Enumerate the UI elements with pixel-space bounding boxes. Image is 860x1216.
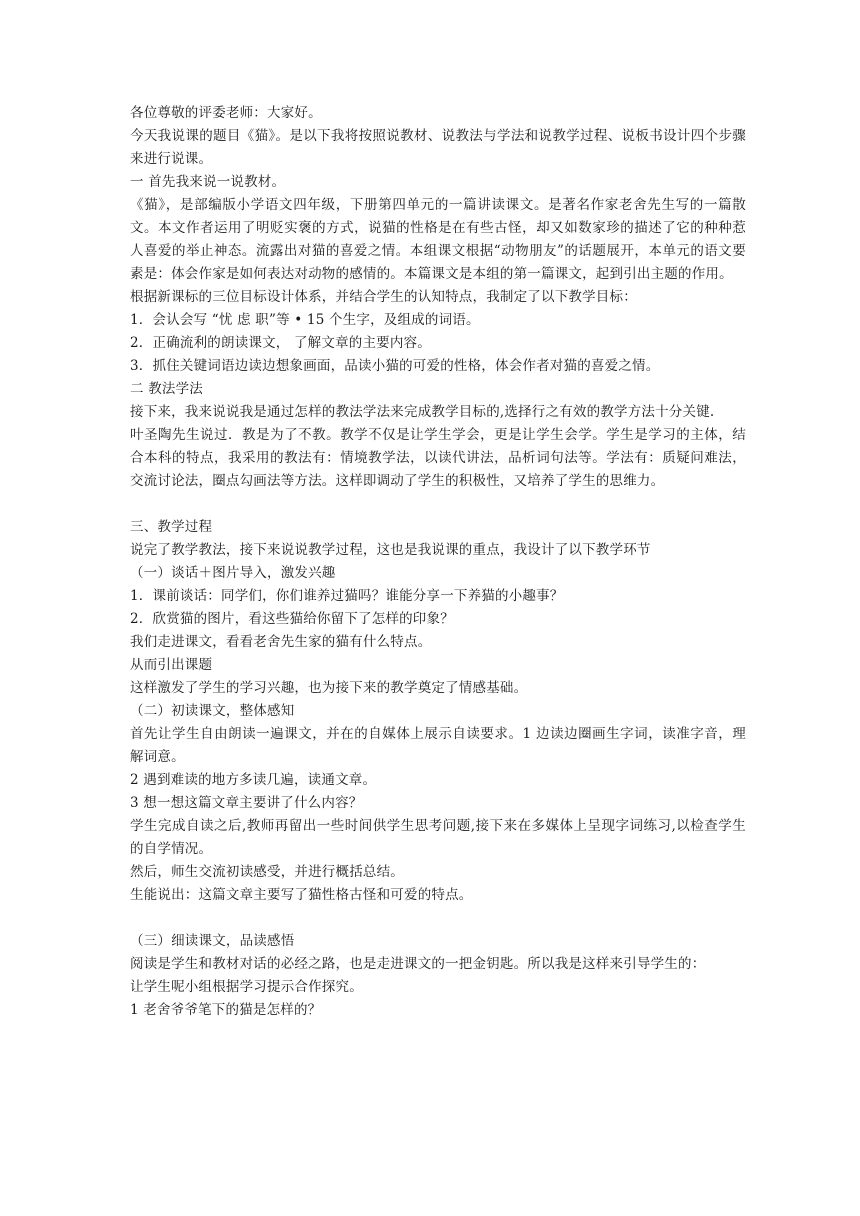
step-1-heading: （一）谈话＋图片导入，激发兴趣: [130, 565, 336, 581]
method-paragraph-1: 接下来，我来说说我是通过怎样的教法学法来完成教学目标的,选择行之有效的教学方法十分关键.: [130, 404, 715, 420]
section-1-heading: 一 首先我来说一说教材。: [130, 174, 286, 190]
step-2-heading: （二）初读课文，整体感知: [130, 703, 295, 719]
step-2-paragraph-1: 首先让学生自由朗读一遍课文，并在的自媒体上展示自读要求。1 边读边圈画生字词，读准字音，理解词意。: [130, 726, 746, 765]
step-2-item-2: 2 遇到难读的地方多读几遍，读通文章。: [130, 772, 377, 788]
method-paragraph-2: 叶圣陶先生说过．教是为了不教。教学不仅是让学生学会，更是让学生会学。学生是学习的主体，结合本科的特点，我采用的教法有：情境教学法，以读代讲法，品析词句法等。学法有：质疑问难法，交流讨论法，圈点勾画法等方法。这样即调动了学生的积极性，又培养了学生的思维力。: [130, 427, 746, 489]
step-1-line-4: 从而引出课题: [130, 657, 213, 673]
step-2-paragraph-3: 然后，师生交流初读感受，并进行概括总结。: [130, 864, 404, 880]
step-2-paragraph-2: 学生完成自读之后,教师再留出一些时间供学生思考问题,接下来在多媒体上呈现字词练习,以检查学生的自学情况。: [130, 818, 746, 857]
blank-line: [130, 907, 746, 930]
step-2-paragraph-4: 生能说出：这篇文章主要写了猫性格古怪和可爱的特点。: [130, 887, 473, 903]
step-1-line-3: 我们走进课文，看看老舍先生家的猫有什么特点。: [130, 634, 432, 650]
step-2-item-3: 3 想一想这篇文章主要讲了什么内容？: [130, 795, 363, 811]
blank-line: [130, 493, 746, 516]
step-1-item-2: 2．欣赏猫的图片，看这些猫给你留下了怎样的印象？: [130, 611, 454, 627]
greeting: 各位尊敬的评委老师：大家好。: [130, 105, 322, 121]
document-page: [130, 102, 746, 1022]
goal-item-2: 2．正确流利的朗读课文， 了解文章的主要内容。: [130, 335, 431, 351]
goal-item-3: 3．抓住关键词语边读边想象画面，品读小猫的可爱的性格，体会作者对猫的喜爱之情。: [130, 358, 660, 374]
goals-intro: 根据新课标的三位目标设计体系，并结合学生的认知特点，我制定了以下教学目标：: [130, 289, 637, 305]
step-3-item-1: 1 老舍爷爷笔下的猫是怎样的？: [130, 1002, 322, 1018]
process-intro: 说完了教学教法，接下来说说教学过程，这也是我说课的重点，我设计了以下教学环节: [130, 542, 651, 558]
step-3-paragraph-2: 让学生呢小组根据学习提示合作探究。: [130, 979, 363, 995]
step-1-line-5: 这样激发了学生的学习兴趣，也为接下来的教学奠定了情感基础。: [130, 680, 528, 696]
step-3-paragraph-1: 阅读是学生和教材对话的必经之路，也是走进课文的一把金钥匙。所以我是这样来引导学生的：: [130, 956, 706, 972]
step-3-heading: （三）细读课文，品读感悟: [130, 933, 295, 949]
section-2-heading: 二 教法学法: [130, 381, 203, 397]
textbook-paragraph: 《猫》，是部编版小学语文四年级，下册第四单元的一篇讲读课文。是著名作家老舍先生写的一篇散文。本文作者运用了明贬实褒的方式，说猫的性格是在有些古怪，却又如数家珍的描述了它的种种惹人喜爱的举止神态。流露出对猫的喜爱之情。本组课文根据“动物朋友”的话题展开，本单元的语文要素是：体会作家是如何表达对动物的感情的。本篇课文是本组的第一篇课文，起到引出主题的作用。: [130, 197, 746, 282]
step-1-item-1: 1．课前谈话：同学们，你们谁养过猫吗？谁能分享一下养猫的小趣事？: [130, 588, 564, 604]
goal-item-1: 1．会认会写 “忧 虑 职”等 • 15 个生字，及组成的词语。: [130, 312, 480, 328]
intro-paragraph: 今天我说课的题目《猫》。是以下我将按照说教材、说教法与学法和说教学过程、说板书设计四个步骤来进行说课。: [130, 128, 746, 167]
section-3-heading: 三、教学过程: [130, 519, 213, 535]
